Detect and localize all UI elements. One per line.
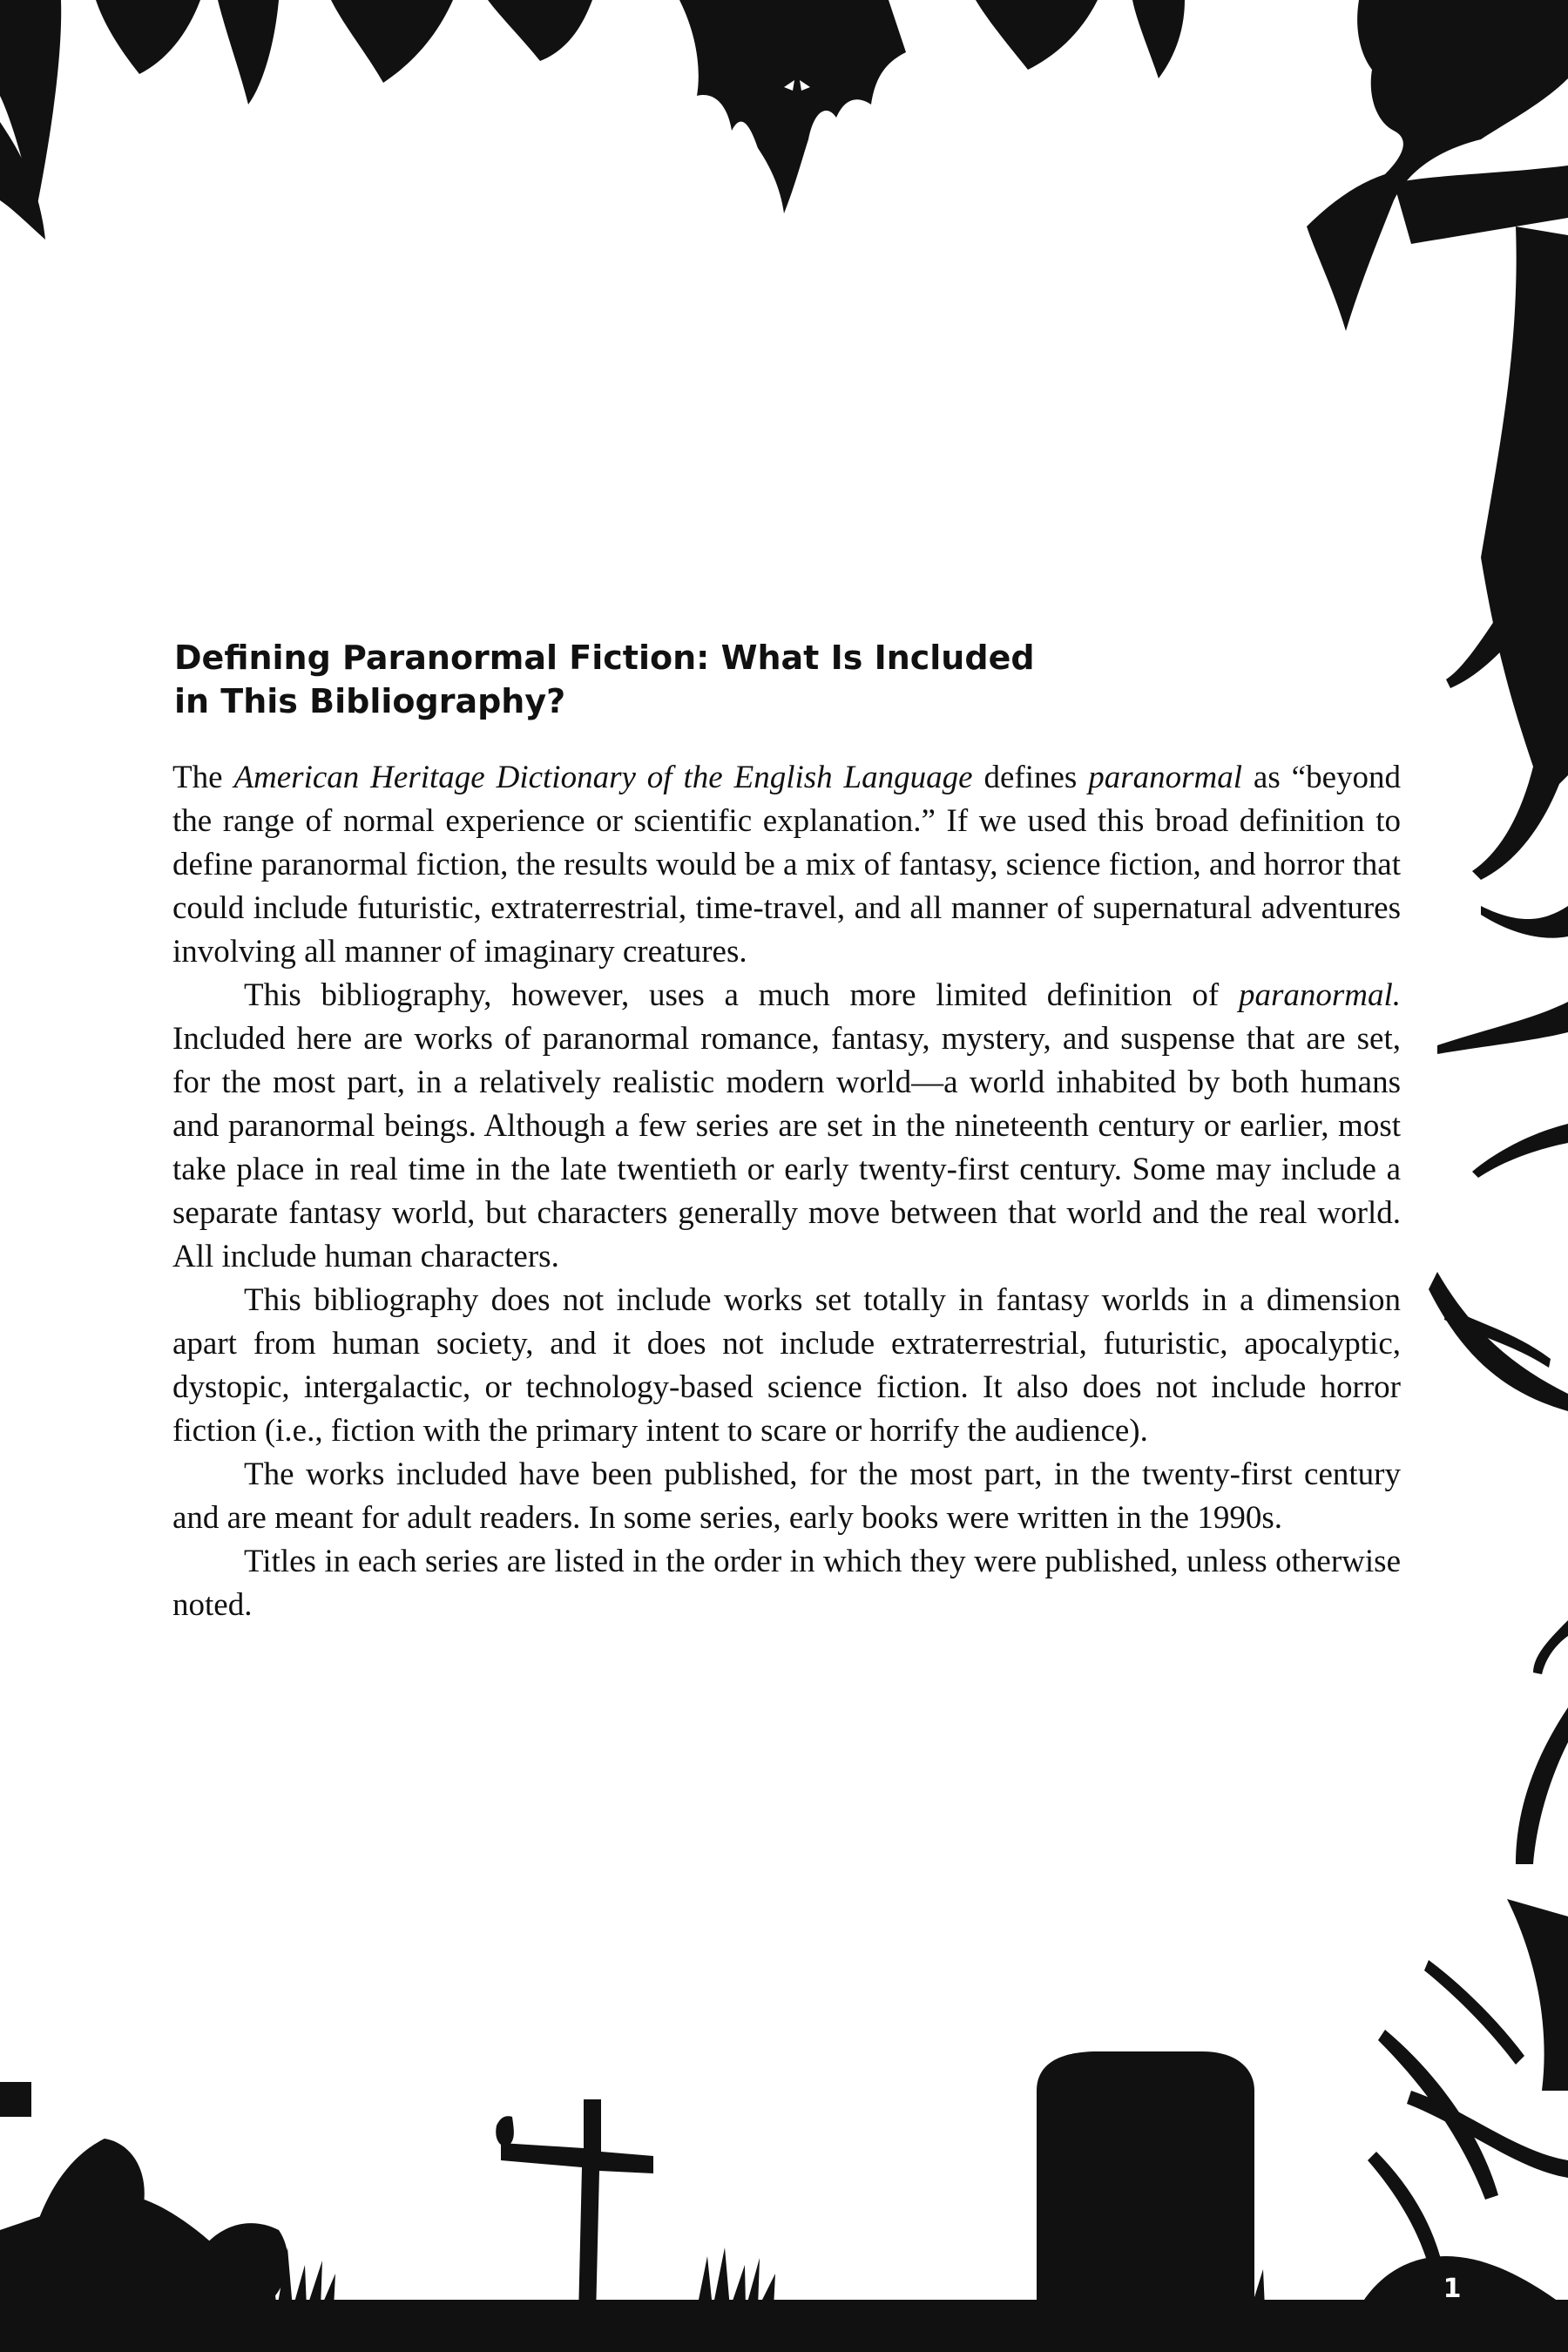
hanging-leaf-icon bbox=[96, 0, 200, 74]
bat-icon bbox=[679, 0, 906, 213]
section-heading bbox=[174, 636, 1220, 723]
small-crow-icon bbox=[496, 2116, 514, 2145]
grass-icon bbox=[697, 2247, 775, 2308]
body-text bbox=[172, 756, 1401, 1627]
paragraph-5: Titles in each series are listed in the order in which they were published, unless otherwise noted. bbox=[172, 1544, 1401, 1623]
hanging-leaf-icon bbox=[488, 0, 592, 61]
paragraph-1: The American Heritage Dictionary of the English Language defines paranormal as “beyond the range of normal experience or scientific explanation.” If we used this broad definition to define paranormal fiction, the results would be a mix of fantasy, science fiction, and horror that could include futuristic, extraterrestrial, time-travel, and all manner of supernatural adventures involving all manner of imaginary creatures. bbox=[172, 760, 1401, 970]
hanging-leaf-icon bbox=[218, 0, 279, 105]
hanging-leaf-icon bbox=[976, 0, 1098, 70]
defined-term: paranormal bbox=[1088, 760, 1243, 795]
section-heading-line-2: in This Bibliography? bbox=[174, 682, 566, 720]
hanging-leaf-icon bbox=[331, 0, 453, 83]
paragraph-4: The works included have been published, for the most part, in the twenty-first century and are meant for adult readers. In some series, early books were written in the 1990s. bbox=[172, 1456, 1401, 1536]
defined-term: paranormal. bbox=[1238, 977, 1401, 1013]
section-heading-line-1: Defining Paranormal Fiction: What Is Included bbox=[174, 639, 1035, 677]
dictionary-title: American Heritage Dictionary of the English Language bbox=[233, 760, 973, 795]
grave-mound-silhouette bbox=[1342, 2256, 1568, 2352]
paragraph-3: This bibliography does not include works set totally in fantasy worlds in a dimension apart from human society, and it does not include extraterrestrial, futuristic, apocalyptic, dystopic, intergalactic, or technology-based science fiction. It also does not include horror fiction (i.e., fiction with the primary intent to scare or horrify the audience). bbox=[172, 1282, 1401, 1449]
fence-post-icon bbox=[0, 2082, 31, 2117]
paragraph-2: This bibliography, however, uses a much more limited definition of paranormal. Included here are works of paranormal romance, fantasy, mystery, and suspense that are set, for the most part, in a relatively realistic modern world—a world inhabited by both humans and paranormal beings. Although a few series are set in the nineteenth century or earlier, most take place in real time in the late twentieth or early twenty-first century. Some may include a separate fantasy world, but characters generally move between that world and the real world. All include human characters. bbox=[172, 977, 1401, 1274]
hanging-leaf-icon bbox=[1132, 0, 1185, 78]
cross-icon bbox=[496, 2099, 653, 2317]
page-number: 1 bbox=[1443, 2274, 1462, 2304]
tombstone-icon bbox=[1037, 2051, 1254, 2317]
